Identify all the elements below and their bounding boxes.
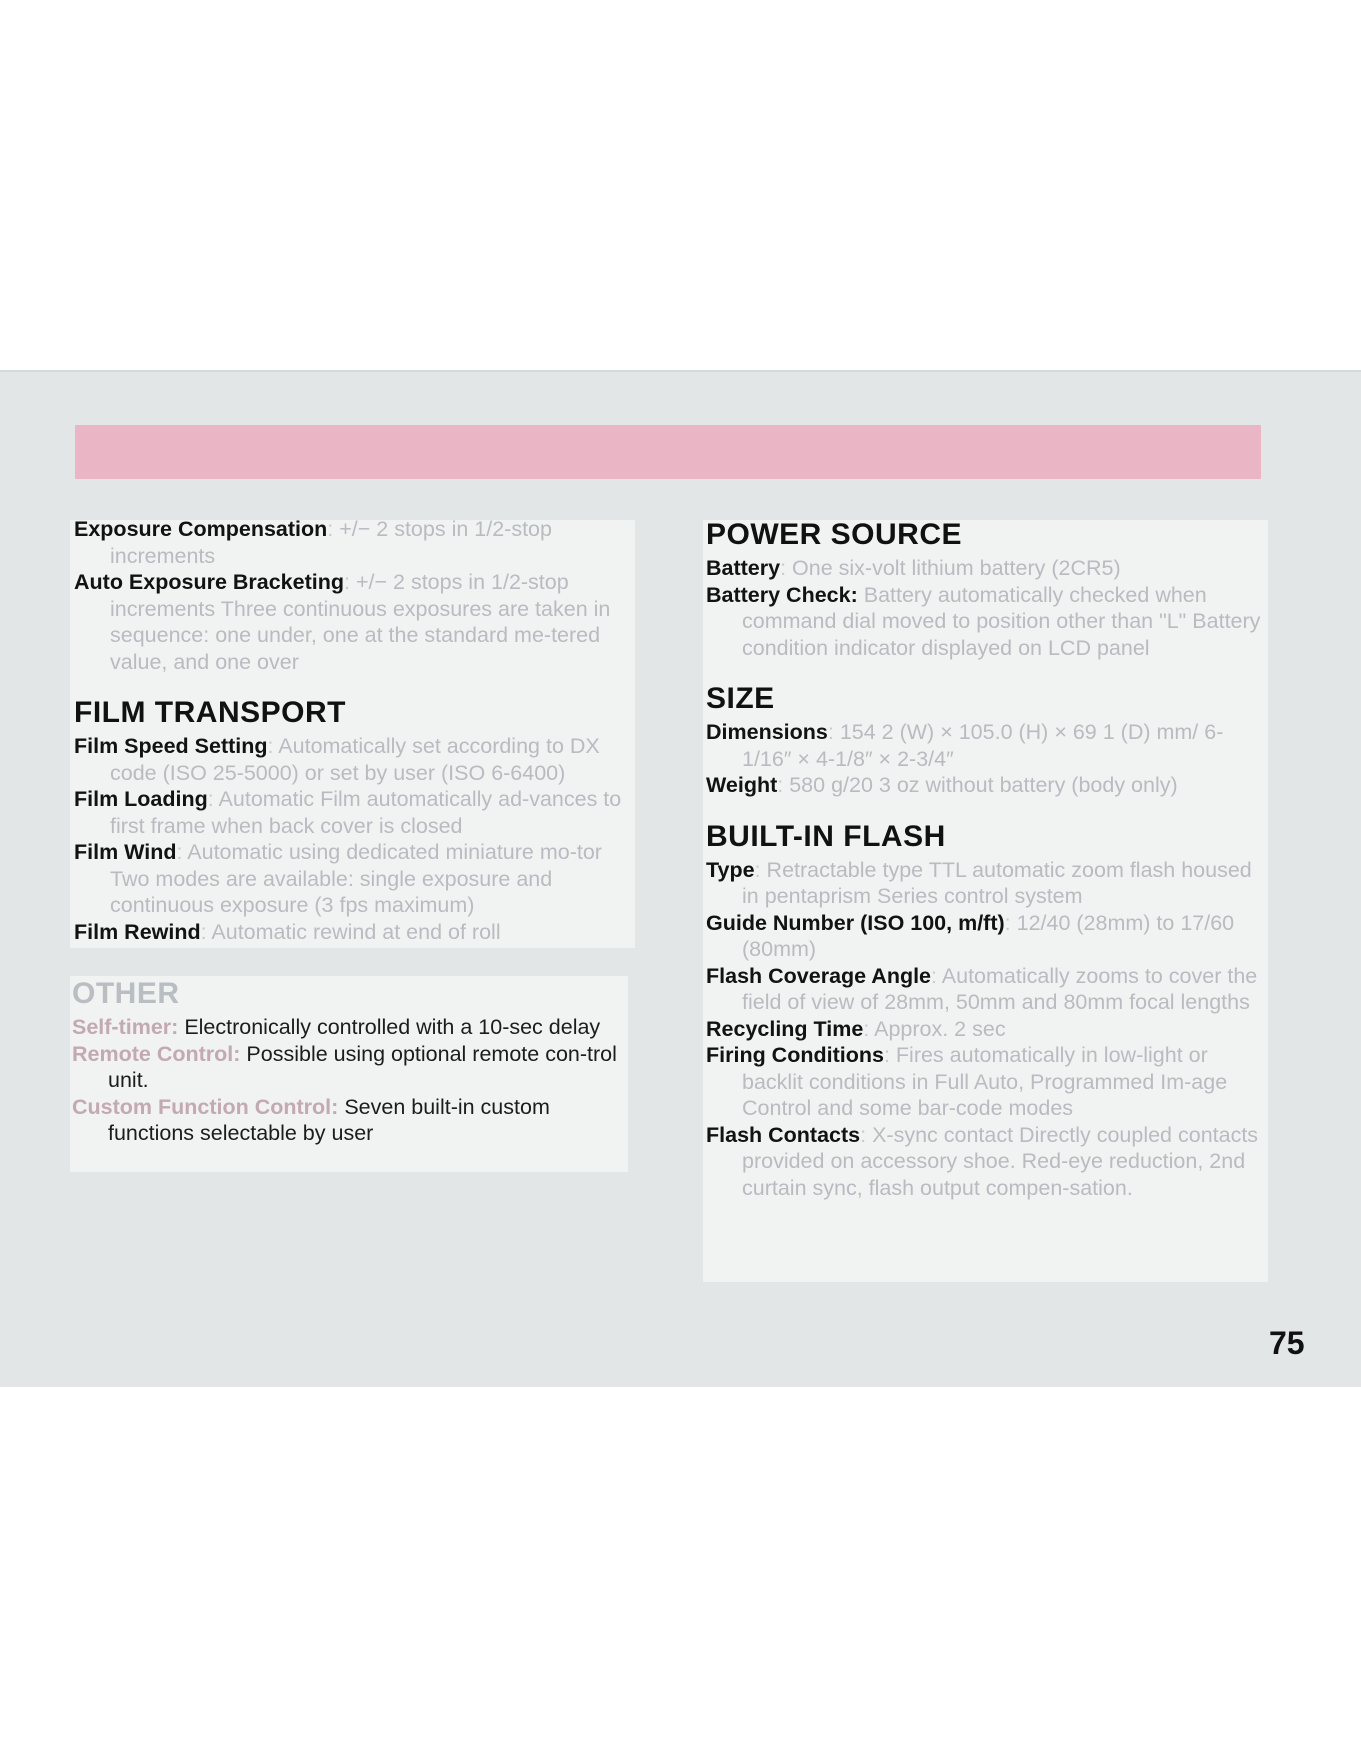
spec-term: Custom Function Control:: [72, 1094, 339, 1119]
page-number: 75: [1269, 1325, 1305, 1361]
spec-value: 12/40 (28mm) to 17/60 (80mm): [742, 910, 1235, 961]
spec-value: Automatically zooms to cover the field of view of 28mm, 50mm and 80mm focal lengths: [742, 963, 1258, 1014]
spec-value: Retractable type TTL automatic zoom flash housed in pentaprism Series control system: [742, 857, 1252, 908]
spec-entry: Film Speed Setting: Automatically set according to DX code (ISO 25-5000) or set by user (ISO 6-6400): [74, 734, 600, 785]
spec-value: 580 g/20 3 oz without battery (body only): [789, 773, 1178, 797]
spec-entry: [706, 582, 1266, 662]
spec-entry: Dimensions: 154 2 (W) × 105.0 (H) × 69 1 (D) mm/ 6-1/16″ × 4-1/8″ × 2-3/4″: [706, 720, 1224, 771]
spec-term: Film Rewind: [74, 919, 201, 944]
spec-term: Type: [706, 857, 755, 882]
spec-term: Weight: [706, 773, 778, 797]
spec-value: Seven built-in custom functions selectable by user: [108, 1094, 550, 1145]
spec-term: Auto Exposure Bracketing: [74, 570, 344, 594]
spec-term: Film Loading: [74, 787, 208, 811]
spec-value: Automatic rewind at end of roll: [211, 919, 501, 944]
section-heading-other: OTHER: [72, 977, 180, 1010]
spec-entry: Flash Coverage Angle: Automatically zooms to cover the field of view of 28mm, 50mm and 80mm focal lengths: [706, 963, 1258, 1014]
spec-entry: [72, 1041, 628, 1094]
power-size-flash-section: [706, 515, 1266, 1201]
spec-entry: Flash Contacts: X-sync contact Directly coupled contacts provided on accessory shoe. Red-eye reduction, 2nd curtain sync, flash output compen-sation.: [706, 1122, 1259, 1200]
spec-entry: Recycling Time: Approx. 2 sec: [706, 1016, 1006, 1041]
spec-value: Automatic Film automatically ad-vances to first frame when back cover is closed: [110, 787, 622, 838]
spec-value: Electronically controlled with a 10-sec delay: [184, 1015, 601, 1039]
spec-value: Approx. 2 sec: [874, 1016, 1006, 1041]
spec-value: X-sync contact Directly coupled contacts provided on accessory shoe. Red-eye reduction, 2nd curtain sync, flash output compen-sation.: [742, 1122, 1259, 1200]
spec-term: Firing Conditions: [706, 1043, 884, 1067]
spec-entry: Guide Number (ISO 100, m/ft): 12/40 (28mm) to 17/60 (80mm): [706, 910, 1235, 961]
spec-term: Guide Number (ISO 100, m/ft): [706, 910, 1005, 935]
header-strip: [75, 425, 1261, 479]
spec-entry: [72, 1014, 628, 1041]
spec-entry: Film Rewind: Automatic rewind at end of roll: [74, 919, 501, 944]
spec-term: Battery: [706, 556, 781, 580]
section-heading-film-transport: FILM TRANSPORT: [74, 696, 346, 729]
spec-value: One six-volt lithium battery (2CR5): [792, 556, 1121, 580]
spec-term: Self-timer:: [72, 1015, 179, 1039]
spec-term: Film Wind: [74, 840, 177, 864]
spec-value: Possible using optional remote con-trol unit.: [108, 1041, 617, 1092]
spec-term: Recycling Time: [706, 1016, 864, 1041]
spec-term: Film Speed Setting: [74, 734, 268, 758]
spec-value: Automatically set according to DX code (ISO 25-5000) or set by user (ISO 6-6400): [110, 734, 600, 785]
spec-term: Flash Coverage Angle: [706, 963, 932, 988]
section-heading-size: SIZE: [706, 682, 775, 715]
spec-entry: Weight: 580 g/20 3 oz without battery (body only): [706, 773, 1178, 797]
spec-value: +/− 2 stops in 1/2-stop increments: [110, 517, 552, 568]
spec-term: Flash Contacts: [706, 1122, 861, 1147]
spec-value: Automatic using dedicated miniature mo-tor Two modes are available: single exposure and continuous exposure (3 fps maximum): [110, 840, 602, 917]
other-section: [72, 974, 628, 1147]
spec-entry: Type: Retractable type TTL automatic zoom flash housed in pentaprism Series control system: [706, 857, 1252, 908]
spec-term: Remote Control:: [72, 1041, 241, 1066]
section-heading-power-source: POWER SOURCE: [706, 518, 963, 551]
spec-term: Dimensions: [706, 720, 828, 744]
spec-term: Exposure Compensation: [74, 517, 328, 541]
spec-value: Battery automatically checked when command dial moved to position other than "L" Battery condition indicator displayed on LCD panel: [742, 582, 1261, 660]
spec-entry: Auto Exposure Bracketing: +/− 2 stops in 1/2-stop increments Three continuous exposures are taken in sequence: one under, one at the standard me-tered value, and one over: [74, 570, 611, 674]
exposure-film-section: [74, 516, 630, 945]
spec-value: +/− 2 stops in 1/2-stop increments Three continuous exposures are taken in sequence: one under, one at the standard me-tered value, and one over: [110, 570, 611, 674]
spec-value: 154 2 (W) × 105.0 (H) × 69 1 (D) mm/ 6-1/16″ × 4-1/8″ × 2-3/4″: [742, 720, 1224, 771]
spec-entry: Film Loading: Automatic Film automatically ad-vances to first frame when back cover is closed: [74, 787, 622, 838]
section-heading-built-in-flash: BUILT-IN FLASH: [706, 819, 946, 853]
spec-value: Fires automatically in low-light or backlit conditions in Full Auto, Programmed Im-age Control and some bar-code modes: [742, 1043, 1228, 1120]
spec-entry: Exposure Compensation: +/− 2 stops in 1/2-stop increments: [74, 517, 552, 568]
spec-term: Battery Check:: [706, 582, 858, 607]
spec-entry: Firing Conditions: Fires automatically in low-light or backlit conditions in Full Auto, Programmed Im-age Control and some bar-code modes: [706, 1043, 1228, 1120]
spec-entry: Battery: One six-volt lithium battery (2CR5): [706, 556, 1121, 580]
spec-entry: [72, 1094, 628, 1147]
spec-entry: Film Wind: Automatic using dedicated miniature mo-tor Two modes are available: single exposure and continuous exposure (3 fps maximum): [74, 840, 602, 917]
